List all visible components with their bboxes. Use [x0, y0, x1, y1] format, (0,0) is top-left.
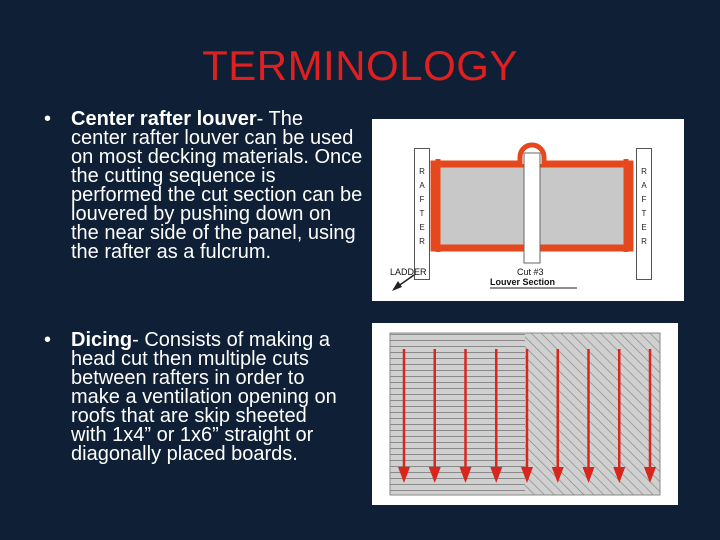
- bullet-description: - The center rafter louver can be used on most decking materials. Once the cutting sequence is performed the cut section can be louvered by pushing down on the near side of the panel, using the rafter as a fulcrum.: [71, 108, 363, 263]
- bullet-term: Dicing: [71, 329, 133, 351]
- right-rafter-letter: E: [641, 223, 647, 232]
- straight-boards: [390, 333, 525, 495]
- dicing-drawing: [372, 323, 678, 505]
- louver-section-label: Louver Section: [490, 277, 556, 287]
- bullet-dicing: [44, 331, 344, 464]
- dicing-diagram: [372, 323, 678, 505]
- left-rafter-letter: T: [419, 209, 425, 218]
- ladder-arrow-head: [392, 281, 402, 291]
- bullet-term: Center rafter louver: [71, 108, 257, 130]
- ladder-label: LADDER: [390, 267, 427, 277]
- bullet-description: - Consists of making a head cut then multiple cuts between rafters in order to make a ventilation opening on roofs that are skip sheeted with 1x4” or 1x6” straight or diagonally placed boards.: [71, 329, 337, 465]
- bullet-dot: •: [44, 329, 52, 351]
- left-rafter-letter: R: [419, 167, 425, 176]
- right-rafter-letter: F: [641, 195, 647, 204]
- left-rafter-letter: A: [419, 181, 425, 190]
- left-rafter-letter: R: [419, 237, 425, 246]
- right-rafter-letter: R: [641, 167, 647, 176]
- left-rafter-letter: F: [419, 195, 425, 204]
- bullet-dot: •: [44, 108, 52, 130]
- center-rafter: [524, 153, 540, 263]
- right-rafter-letter: T: [641, 209, 647, 218]
- cut-label: Cut #3: [517, 267, 544, 277]
- louver-diagram: [372, 119, 684, 301]
- bullet-text: [71, 110, 364, 262]
- right-rafter-letter: A: [641, 181, 647, 190]
- right-rafter-letter: R: [641, 237, 647, 246]
- bullet-center-rafter-louver: [44, 110, 364, 262]
- left-rafter-letter: E: [419, 223, 425, 232]
- slide-title: TERMINOLOGY: [202, 42, 518, 89]
- bullet-text: [71, 331, 344, 464]
